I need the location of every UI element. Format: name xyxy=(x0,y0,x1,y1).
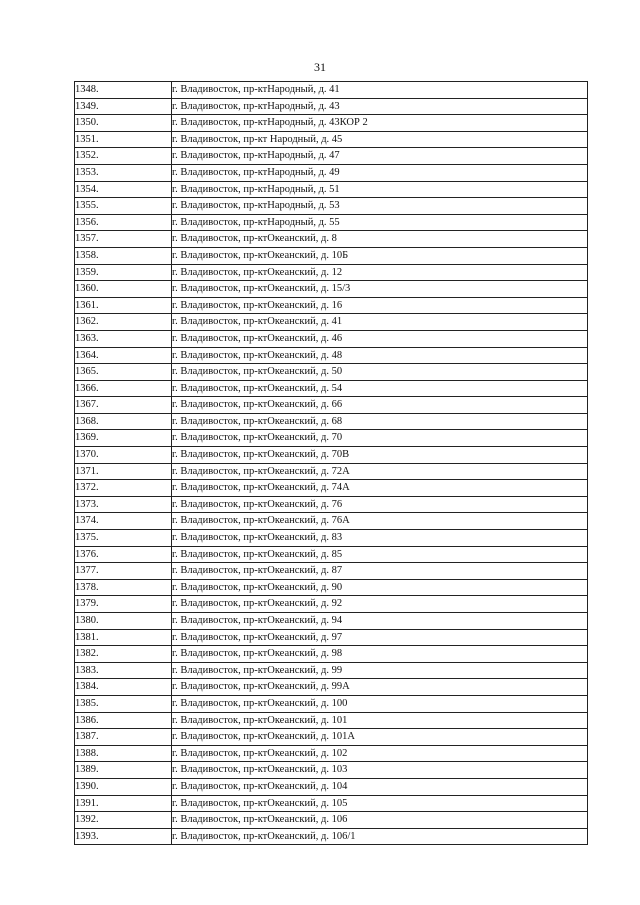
row-number: 1353. xyxy=(75,164,172,181)
row-number: 1369. xyxy=(75,430,172,447)
row-address: г. Владивосток, пр-ктНародный, д. 41 xyxy=(172,82,588,99)
row-number: 1356. xyxy=(75,214,172,231)
table-row xyxy=(75,563,588,580)
row-address: г. Владивосток, пр-ктОкеанский, д. 70В xyxy=(172,447,588,464)
row-number: 1362. xyxy=(75,314,172,331)
table-row xyxy=(75,812,588,829)
table-row xyxy=(75,397,588,414)
table-row xyxy=(75,380,588,397)
row-address: г. Владивосток, пр-ктОкеанский, д. 41 xyxy=(172,314,588,331)
row-address: г. Владивосток, пр-ктОкеанский, д. 102 xyxy=(172,745,588,762)
table-row xyxy=(75,778,588,795)
row-number: 1381. xyxy=(75,629,172,646)
table-row xyxy=(75,231,588,248)
row-address: г. Владивосток, пр-ктОкеанский, д. 66 xyxy=(172,397,588,414)
row-number: 1375. xyxy=(75,530,172,547)
row-address: г. Владивосток, пр-ктОкеанский, д. 101 xyxy=(172,712,588,729)
row-address: г. Владивосток, пр-ктОкеанский, д. 101А xyxy=(172,729,588,746)
row-number: 1355. xyxy=(75,198,172,215)
row-address: г. Владивосток, пр-ктОкеанский, д. 72А xyxy=(172,463,588,480)
row-number: 1374. xyxy=(75,513,172,530)
row-number: 1371. xyxy=(75,463,172,480)
table-row xyxy=(75,695,588,712)
row-address: г. Владивосток, пр-кт Народный, д. 45 xyxy=(172,131,588,148)
row-address: г. Владивосток, пр-ктОкеанский, д. 74А xyxy=(172,480,588,497)
table-row xyxy=(75,247,588,264)
table-row xyxy=(75,164,588,181)
row-number: 1386. xyxy=(75,712,172,729)
row-number: 1378. xyxy=(75,579,172,596)
row-number: 1379. xyxy=(75,596,172,613)
row-number: 1363. xyxy=(75,330,172,347)
row-number: 1373. xyxy=(75,496,172,513)
row-number: 1358. xyxy=(75,247,172,264)
table-row xyxy=(75,198,588,215)
row-address: г. Владивосток, пр-ктОкеанский, д. 15/3 xyxy=(172,281,588,298)
row-address: г. Владивосток, пр-ктОкеанский, д. 48 xyxy=(172,347,588,364)
row-number: 1393. xyxy=(75,828,172,845)
table-row xyxy=(75,148,588,165)
table-row xyxy=(75,82,588,99)
row-number: 1352. xyxy=(75,148,172,165)
row-address: г. Владивосток, пр-ктОкеанский, д. 106/1 xyxy=(172,828,588,845)
row-address: г. Владивосток, пр-ктОкеанский, д. 104 xyxy=(172,778,588,795)
row-number: 1348. xyxy=(75,82,172,99)
row-number: 1383. xyxy=(75,662,172,679)
table-row xyxy=(75,480,588,497)
table-row xyxy=(75,330,588,347)
row-address: г. Владивосток, пр-ктНародный, д. 51 xyxy=(172,181,588,198)
row-number: 1354. xyxy=(75,181,172,198)
row-address: г. Владивосток, пр-ктОкеанский, д. 97 xyxy=(172,629,588,646)
row-address: г. Владивосток, пр-ктОкеанский, д. 16 xyxy=(172,297,588,314)
table-row xyxy=(75,646,588,663)
table-row xyxy=(75,430,588,447)
table-row xyxy=(75,364,588,381)
row-address: г. Владивосток, пр-ктОкеанский, д. 50 xyxy=(172,364,588,381)
row-address: г. Владивосток, пр-ктНародный, д. 53 xyxy=(172,198,588,215)
table-row xyxy=(75,413,588,430)
table-row xyxy=(75,662,588,679)
row-address: г. Владивосток, пр-ктОкеанский, д. 12 xyxy=(172,264,588,281)
row-number: 1349. xyxy=(75,98,172,115)
row-number: 1365. xyxy=(75,364,172,381)
row-number: 1366. xyxy=(75,380,172,397)
page-number: 31 xyxy=(314,60,326,74)
row-number: 1372. xyxy=(75,480,172,497)
row-address: г. Владивосток, пр-ктОкеанский, д. 76А xyxy=(172,513,588,530)
table-row xyxy=(75,98,588,115)
row-number: 1391. xyxy=(75,795,172,812)
table-row xyxy=(75,745,588,762)
row-number: 1364. xyxy=(75,347,172,364)
table-row xyxy=(75,115,588,132)
row-number: 1351. xyxy=(75,131,172,148)
row-address: г. Владивосток, пр-ктОкеанский, д. 100 xyxy=(172,695,588,712)
row-address: г. Владивосток, пр-ктОкеанский, д. 68 xyxy=(172,413,588,430)
row-number: 1390. xyxy=(75,778,172,795)
row-address: г. Владивосток, пр-ктОкеанский, д. 87 xyxy=(172,563,588,580)
row-address: г. Владивосток, пр-ктОкеанский, д. 54 xyxy=(172,380,588,397)
row-number: 1382. xyxy=(75,646,172,663)
table-row xyxy=(75,281,588,298)
table-row xyxy=(75,546,588,563)
row-address: г. Владивосток, пр-ктОкеанский, д. 90 xyxy=(172,579,588,596)
table-row xyxy=(75,579,588,596)
row-number: 1368. xyxy=(75,413,172,430)
table-row xyxy=(75,596,588,613)
table-row xyxy=(75,679,588,696)
table-row xyxy=(75,496,588,513)
table-row xyxy=(75,314,588,331)
row-address: г. Владивосток, пр-ктОкеанский, д. 103 xyxy=(172,762,588,779)
table-row xyxy=(75,795,588,812)
table-row xyxy=(75,447,588,464)
table-row xyxy=(75,613,588,630)
row-number: 1384. xyxy=(75,679,172,696)
table-row xyxy=(75,181,588,198)
table-row xyxy=(75,762,588,779)
row-number: 1385. xyxy=(75,695,172,712)
row-address: г. Владивосток, пр-ктНародный, д. 43 xyxy=(172,98,588,115)
row-address: г. Владивосток, пр-ктОкеанский, д. 98 xyxy=(172,646,588,663)
row-number: 1380. xyxy=(75,613,172,630)
row-number: 1387. xyxy=(75,729,172,746)
row-number: 1367. xyxy=(75,397,172,414)
table-row xyxy=(75,131,588,148)
table-row xyxy=(75,712,588,729)
row-address: г. Владивосток, пр-ктОкеанский, д. 99 xyxy=(172,662,588,679)
row-address: г. Владивосток, пр-ктОкеанский, д. 8 xyxy=(172,231,588,248)
table-row xyxy=(75,629,588,646)
row-number: 1392. xyxy=(75,812,172,829)
table-body xyxy=(75,82,588,845)
row-address: г. Владивосток, пр-ктОкеанский, д. 106 xyxy=(172,812,588,829)
table-row xyxy=(75,729,588,746)
row-address: г. Владивосток, пр-ктОкеанский, д. 76 xyxy=(172,496,588,513)
table-row xyxy=(75,297,588,314)
row-number: 1388. xyxy=(75,745,172,762)
row-number: 1357. xyxy=(75,231,172,248)
row-address: г. Владивосток, пр-ктОкеанский, д. 83 xyxy=(172,530,588,547)
row-address: г. Владивосток, пр-ктНародный, д. 49 xyxy=(172,164,588,181)
table-row xyxy=(75,264,588,281)
row-number: 1389. xyxy=(75,762,172,779)
row-number: 1359. xyxy=(75,264,172,281)
row-number: 1377. xyxy=(75,563,172,580)
table-row xyxy=(75,530,588,547)
row-address: г. Владивосток, пр-ктОкеанский, д. 92 xyxy=(172,596,588,613)
row-address: г. Владивосток, пр-ктОкеанский, д. 10Б xyxy=(172,247,588,264)
row-address: г. Владивосток, пр-ктНародный, д. 55 xyxy=(172,214,588,231)
row-address: г. Владивосток, пр-ктНародный, д. 43КОР 2 xyxy=(172,115,588,132)
row-number: 1361. xyxy=(75,297,172,314)
row-address: г. Владивосток, пр-ктОкеанский, д. 99А xyxy=(172,679,588,696)
address-table xyxy=(74,81,588,845)
row-number: 1350. xyxy=(75,115,172,132)
row-number: 1376. xyxy=(75,546,172,563)
row-number: 1370. xyxy=(75,447,172,464)
table-row xyxy=(75,347,588,364)
table-row xyxy=(75,463,588,480)
table-row xyxy=(75,513,588,530)
table-row xyxy=(75,828,588,845)
row-address: г. Владивосток, пр-ктОкеанский, д. 85 xyxy=(172,546,588,563)
row-address: г. Владивосток, пр-ктОкеанский, д. 105 xyxy=(172,795,588,812)
row-address: г. Владивосток, пр-ктОкеанский, д. 94 xyxy=(172,613,588,630)
table-row xyxy=(75,214,588,231)
row-number: 1360. xyxy=(75,281,172,298)
row-address: г. Владивосток, пр-ктОкеанский, д. 70 xyxy=(172,430,588,447)
row-address: г. Владивосток, пр-ктОкеанский, д. 46 xyxy=(172,330,588,347)
row-address: г. Владивосток, пр-ктНародный, д. 47 xyxy=(172,148,588,165)
